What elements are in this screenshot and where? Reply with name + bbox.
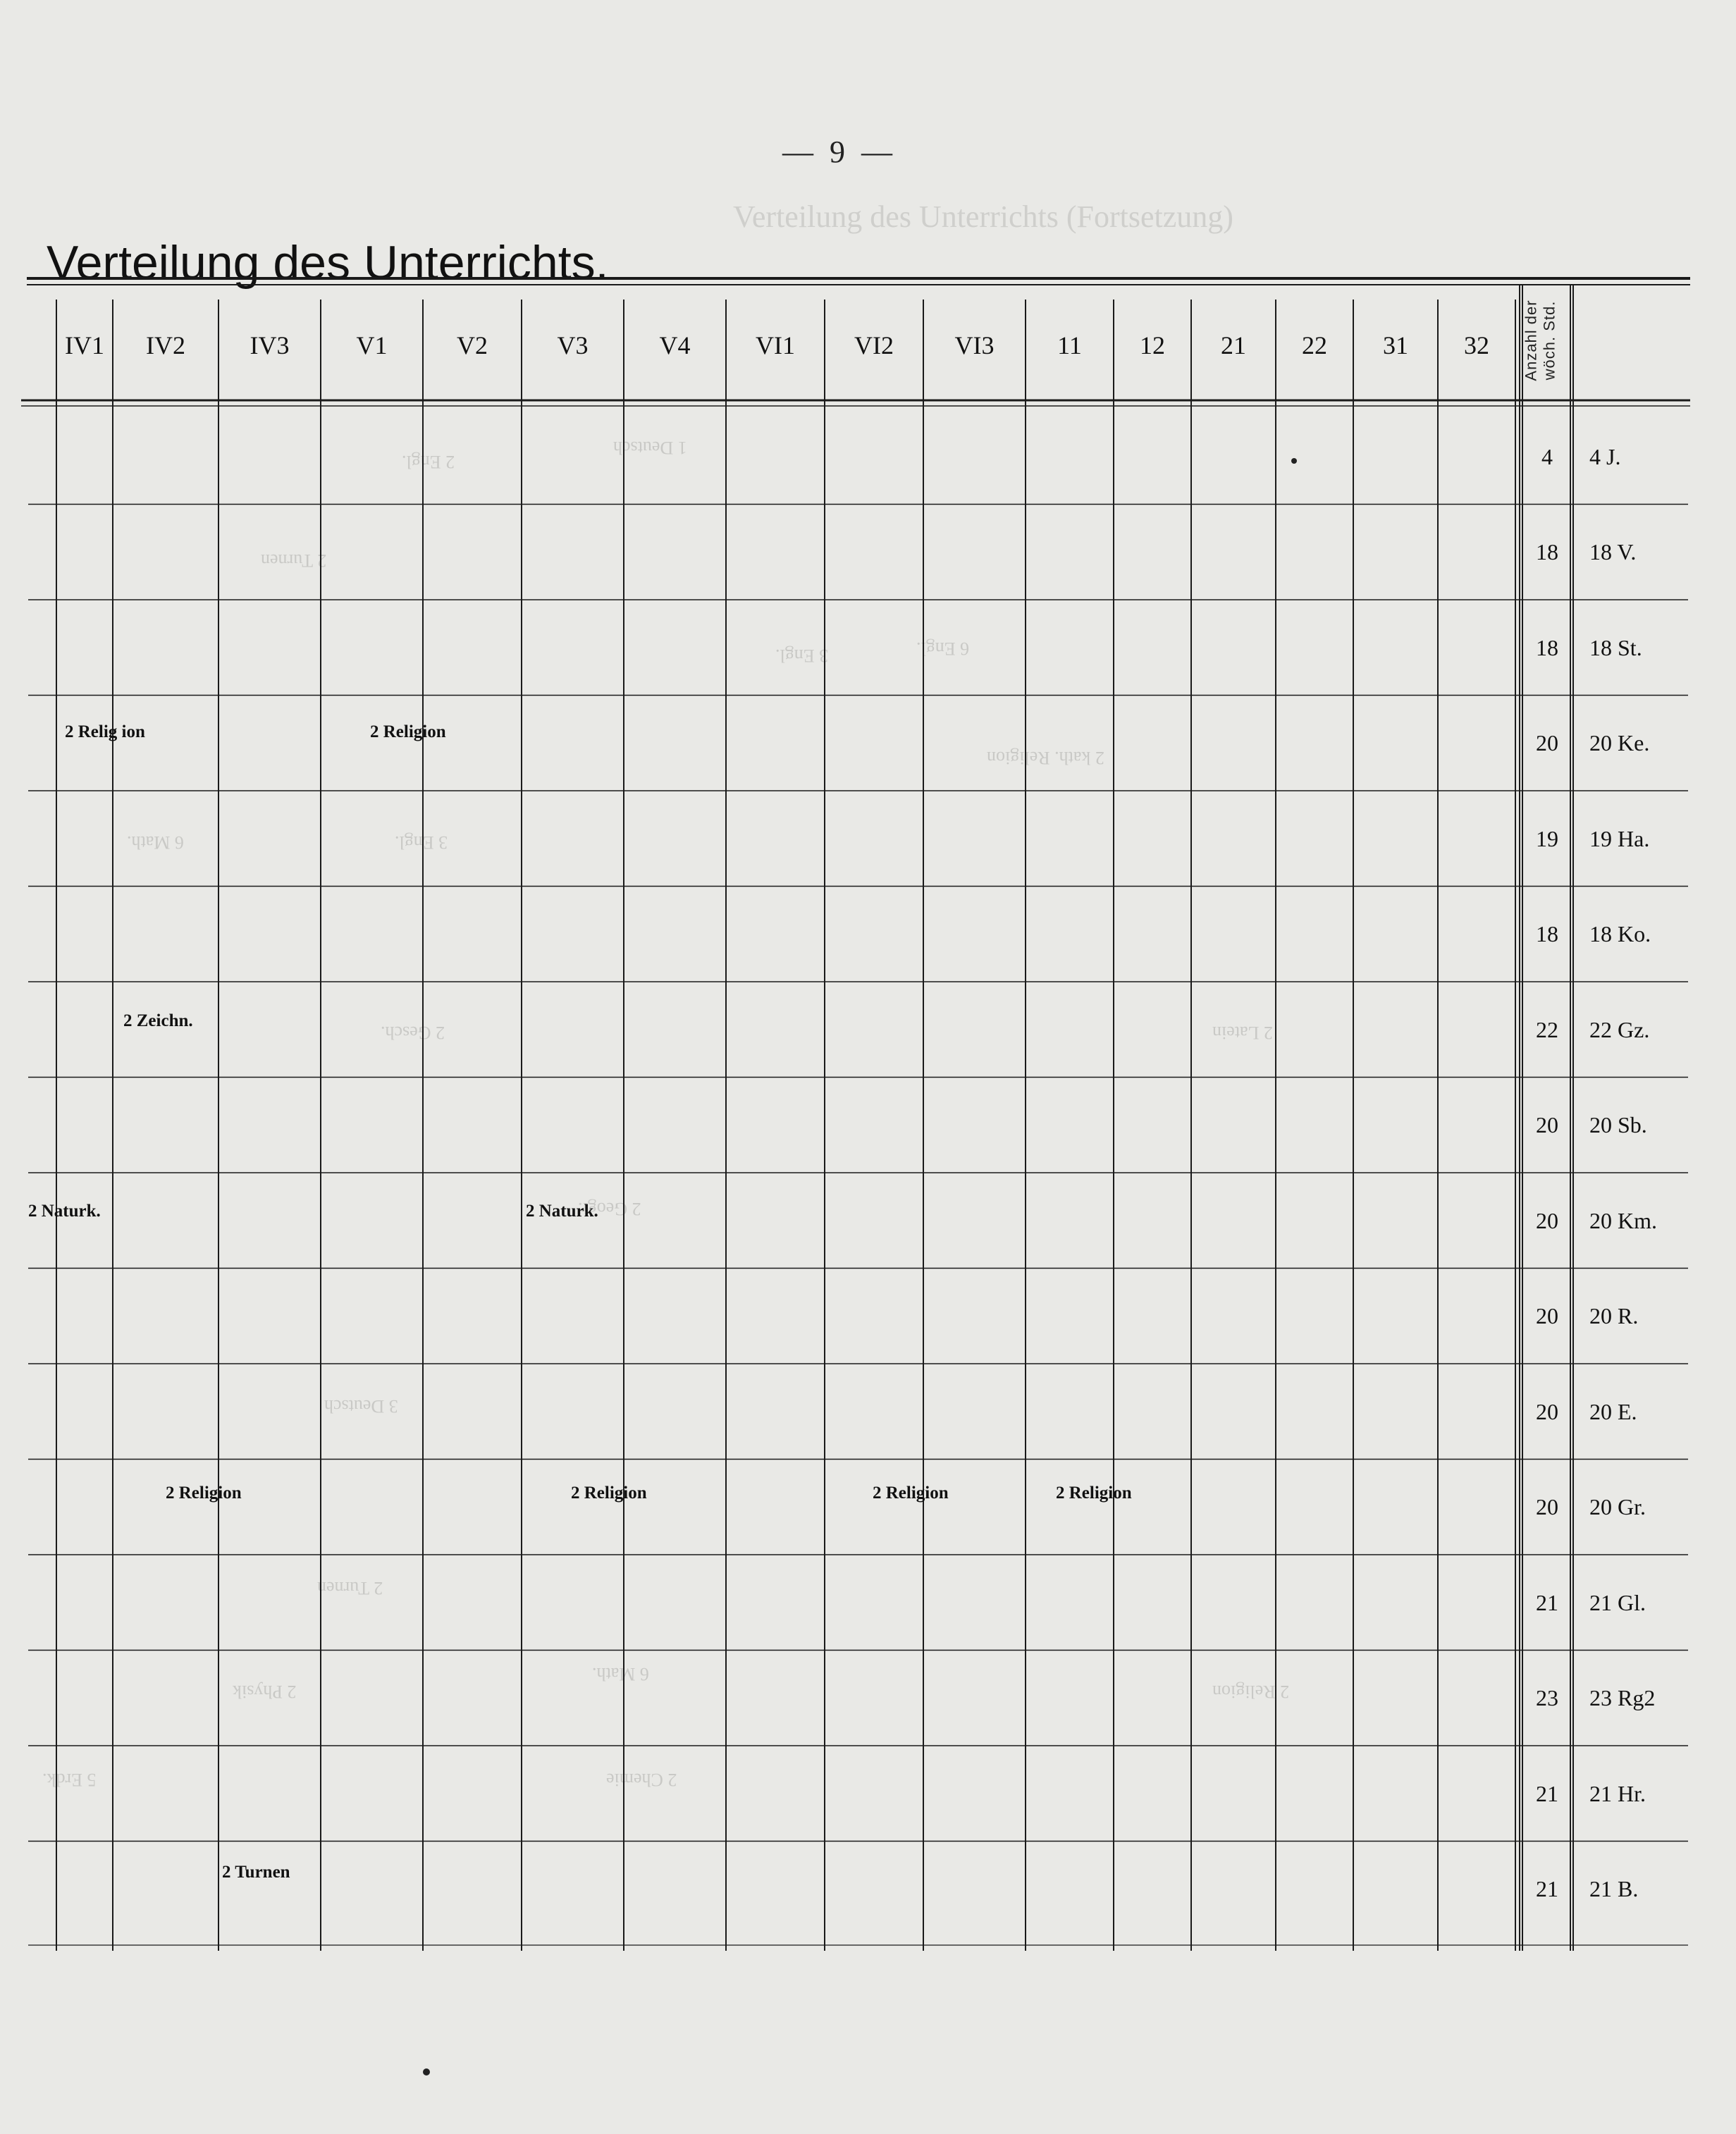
- teacher-cell: 23 Rg2: [1589, 1685, 1656, 1710]
- column-header-v4: V4: [659, 331, 691, 359]
- bleed-through-text: 2 Gesch.: [381, 1023, 445, 1043]
- hours-cell: 20: [1536, 1398, 1558, 1424]
- hours-cell: 21: [1536, 1876, 1558, 1901]
- hours-cell: 18: [1536, 921, 1558, 946]
- entry-r12-religion-c: 2 Religion: [873, 1484, 949, 1503]
- column-header-c22: 22: [1302, 331, 1327, 359]
- entry-r12-religion-d: 2 Religion: [1056, 1484, 1132, 1503]
- teacher-cell: 18 V.: [1589, 539, 1637, 565]
- teacher-cell: 20 Gr.: [1589, 1494, 1646, 1519]
- column-header-vi2: VI2: [854, 331, 894, 359]
- teacher-cell: 22 Gz.: [1589, 1016, 1650, 1042]
- column-header-iv2: IV2: [146, 331, 185, 359]
- entry-r9-naturk-a: 2 Naturk.: [28, 1202, 101, 1221]
- teacher-cell: 18 Ko.: [1589, 921, 1651, 946]
- hours-cell: 20: [1536, 730, 1558, 755]
- hours-cell: 22: [1536, 1016, 1558, 1042]
- bleed-through-text: Verteilung des Unterrichts (Fortsetzung): [733, 199, 1233, 234]
- teacher-cell: 4 J.: [1589, 443, 1621, 469]
- teacher-cell: 20 E.: [1589, 1398, 1637, 1424]
- column-header-c31: 31: [1383, 331, 1408, 359]
- page-title: Verteilung des Unterrichts.: [47, 235, 609, 290]
- hours-cell: 20: [1536, 1112, 1558, 1137]
- column-header-c11: 11: [1057, 331, 1082, 359]
- bleed-through-text: 3 Deutsch: [324, 1396, 398, 1417]
- bleed-through-text: 6 Math.: [592, 1664, 649, 1684]
- teacher-cell: 21 Gl.: [1589, 1589, 1646, 1615]
- hours-column-header-label: Anzahl der wöch. Std.: [1522, 300, 1558, 381]
- bleed-through-text: 2 Physik: [233, 1682, 297, 1702]
- bleed-through-text: 2 Turnen: [261, 550, 327, 571]
- hours-cell: 23: [1536, 1685, 1558, 1710]
- column-header-c12: 12: [1140, 331, 1165, 359]
- bleed-through-text: 3 Engl.: [395, 832, 448, 853]
- column-header-v1: V1: [356, 331, 388, 359]
- bleed-through-text: 2 Chemie: [606, 1770, 677, 1790]
- entry-r7-zeichnen: 2 Zeichn.: [123, 1011, 193, 1030]
- column-header-v3: V3: [557, 331, 589, 359]
- bleed-through-text: 1 Deutsch: [613, 438, 687, 458]
- bleed-through-text: 2 Geogr.: [578, 1199, 641, 1219]
- column-header-c32: 32: [1464, 331, 1489, 359]
- teacher-cell: 21 Hr.: [1589, 1780, 1646, 1806]
- entry-r4-religion-a: 2 Relig ion: [65, 722, 145, 741]
- bleed-through-text: 5 Erdk.: [42, 1770, 97, 1790]
- bleed-through-text: 2 Engl.: [402, 452, 455, 472]
- ink-speck: [1291, 458, 1297, 464]
- entry-r4-religion-b: 2 Religion: [370, 722, 446, 741]
- column-header-vi1: VI1: [756, 331, 795, 359]
- column-header-vi3: VI3: [954, 331, 995, 359]
- page-number: — 9 —: [782, 135, 897, 169]
- entry-r9-naturk-b: 2 Naturk.: [526, 1202, 598, 1221]
- hours-cell: 18: [1536, 634, 1558, 660]
- bleed-through-text: 2 Religion: [1212, 1682, 1290, 1702]
- hours-cell: 4: [1541, 443, 1553, 469]
- hours-cell: 19: [1536, 825, 1558, 851]
- bleed-through-text: 6 Math.: [127, 832, 184, 853]
- bleed-through-text: 2 kath. Religion: [987, 748, 1104, 768]
- hours-cell: 20: [1536, 1303, 1558, 1328]
- ink-speck: [423, 2068, 430, 2076]
- column-header-v2: V2: [457, 331, 488, 359]
- bleed-through-text: 2 Latein: [1212, 1023, 1273, 1043]
- teacher-cell: 20 Ke.: [1589, 730, 1650, 755]
- column-header-iv3: IV3: [250, 331, 290, 359]
- teacher-cell: 21 B.: [1589, 1876, 1639, 1901]
- column-header-c21: 21: [1221, 331, 1246, 359]
- teacher-cell: 18 St.: [1589, 634, 1642, 660]
- entry-r12-religion-b: 2 Religion: [571, 1484, 647, 1503]
- bleed-through-text: 2 Turnen: [317, 1578, 383, 1598]
- bleed-through-text: 3 Engl.: [775, 646, 829, 666]
- column-header-iv1: IV1: [65, 331, 104, 359]
- hours-cell: 20: [1536, 1207, 1558, 1233]
- hours-cell: 18: [1536, 539, 1558, 565]
- hours-column-header: [1514, 273, 1568, 407]
- hours-cell: 21: [1536, 1589, 1558, 1615]
- teacher-cell: 20 R.: [1589, 1303, 1639, 1328]
- hours-cell: 21: [1536, 1780, 1558, 1806]
- hours-cell: 20: [1536, 1494, 1558, 1519]
- entry-r12-religion-a: 2 Religion: [166, 1484, 242, 1503]
- entry-r16-turnen: 2 Turnen: [222, 1863, 290, 1882]
- teacher-cell: 20 Km.: [1589, 1207, 1657, 1233]
- bleed-through-text: 6 Engl.: [916, 639, 970, 659]
- teacher-cell: 19 Ha.: [1589, 825, 1650, 851]
- teacher-cell: 20 Sb.: [1589, 1112, 1647, 1137]
